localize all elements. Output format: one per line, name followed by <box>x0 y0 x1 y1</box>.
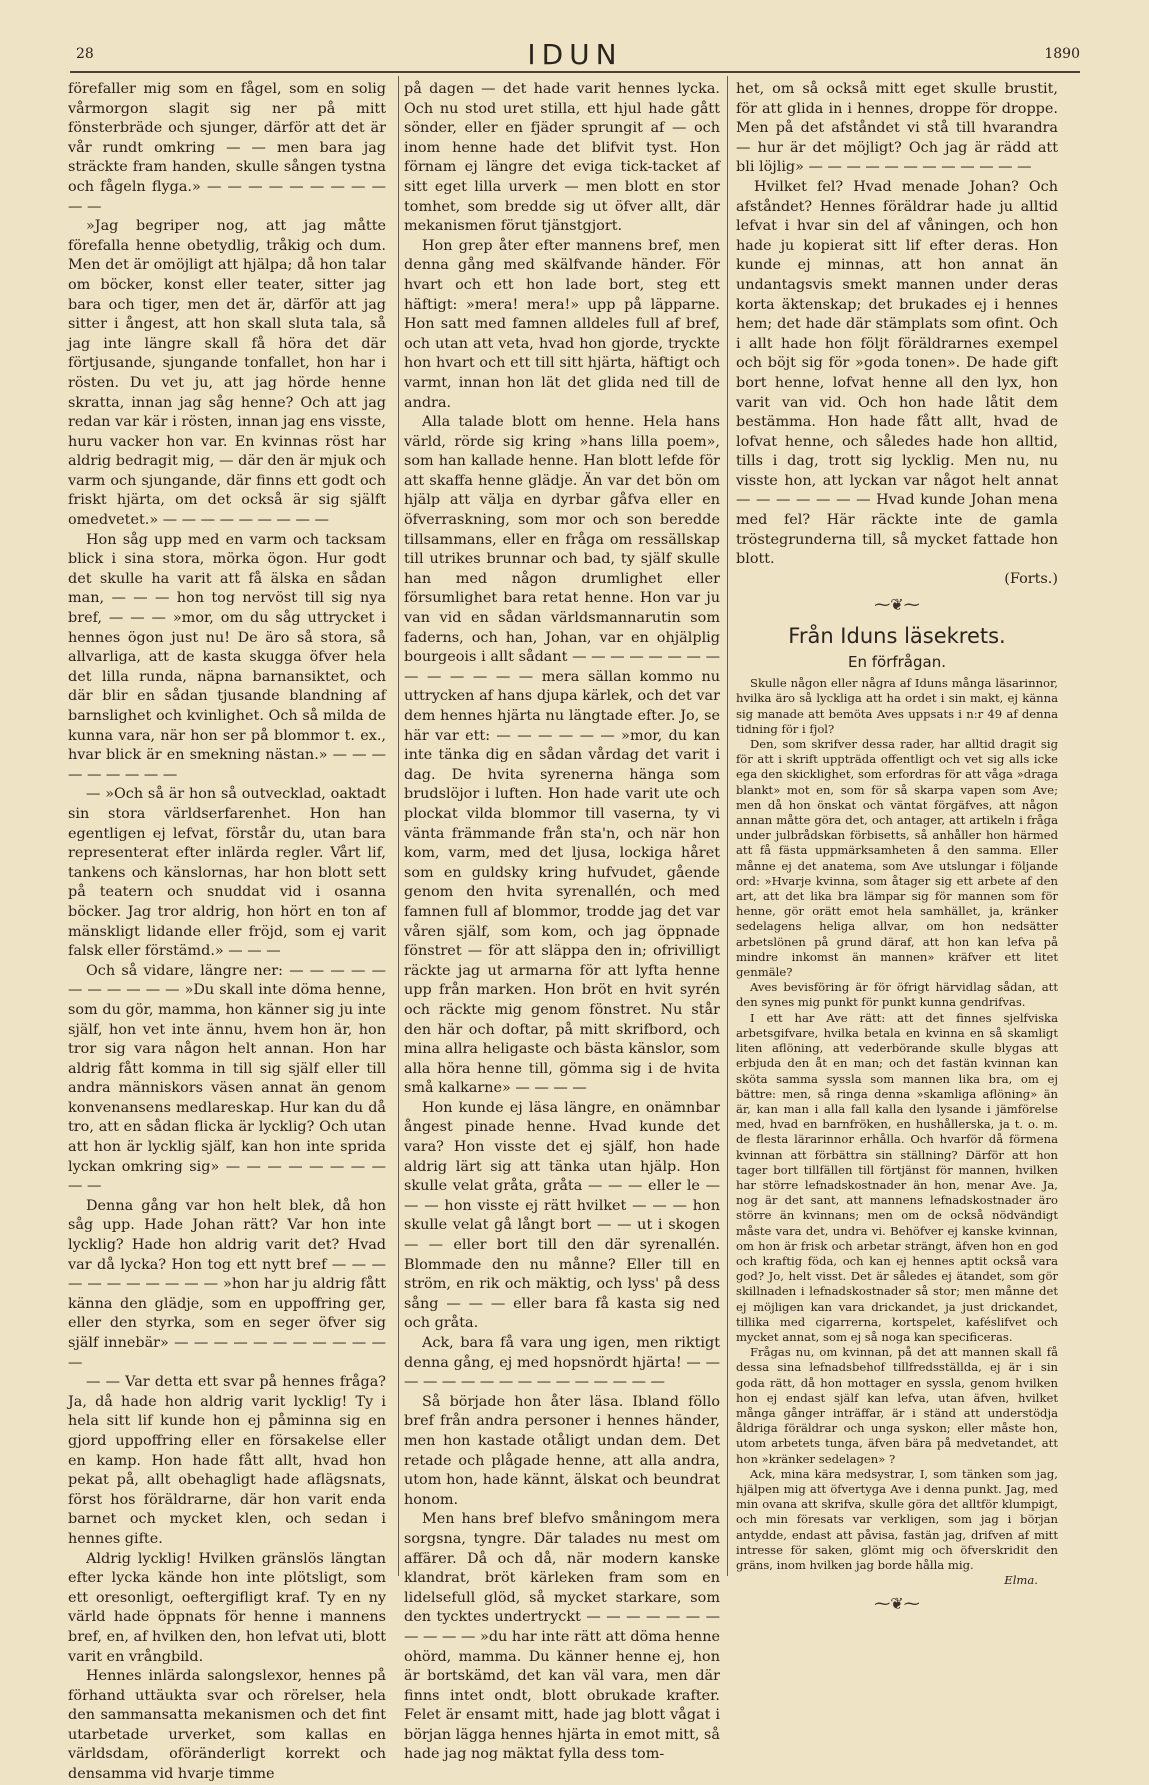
page-header <box>70 36 1080 70</box>
letter-paragraph: Aves bevisföring är för öfrigt härvidlag sådan, att den synes mig punkt för punkt kunna gendrifvas. <box>736 980 1058 1010</box>
column-divider <box>398 76 399 1576</box>
letter-paragraph: Den, som skrifver dessa rader, har alltid dragit sig för att i skrift uppträda offentligt och vet sig alls icke ega den skicklighet, som erfordras för att våga »draga blankt» mot en, som för så skarpa vapen som Ave; men då hon önskat och väntat förgäfves, att någon annan måtte göra det, och antager, att artikeln i fråga under julbrådskan förbisetts, så anhåller hon härmed att få fästa uppmärksamheten å den samma. Eller månne ej det anatema, som Ave utslungar i följande ord: »Hvarje kvinna, som åtager sig ett arbete af den art, att det lika bra lämpar sig för mannen som för henne, gör orätt emot hela samhället, ja, kränker sedelagens heliga allvar, om hon nedsätter arbetslönen på grund däraf, att hon kan lefva på mindre inkomst än mannen» kräfver ett litet genmäle? <box>736 737 1058 980</box>
article-paragraph: — »Och så är hon så outvecklad, oaktadt sin stora världserfarenhet. Hon han egentligen ej lefvat, förstår du, utan bara representerat efter inlärda regler. Vårt lif, tankens och känslornas, har hon blott sett på teatern och snuddat vid i osanna böcker. Jag tror aldrig, hon hört en ton af mänskligt lidande eller fröjd, som ej varit falsk eller förstämd.» — — — <box>68 786 386 960</box>
page-number: 28 <box>76 46 94 62</box>
article-paragraph: på dagen — det hade varit hennes lycka. Och nu stod uret stilla, ett hjul hade gått sönder, eller en fjäder sprungit af — och inom henne hade det blifvit tyst. Hon förnam ej längre det eviga tick-tacket af sitt eget lilla urverk — men blott en stor tomhet, som bredde sig ut öfver allt, där mekanismen förut tjänstgjort. <box>404 81 720 235</box>
column-divider <box>727 76 728 1576</box>
article-paragraph: Alla talade blott om henne. Hela hans värld, rörde sig kring »hans lilla poem», som han kallade henne. Han blott lefde för att skaffa henne glädje. Än var det bön om hjälp att välja en dyrbar gåfva eller en öfverraskning, som mor och son beredde tillsammans, eller en fråga om ressällskap till utrikes brunnar och bad, ty själf skulle han med någon drumlighet eller försumlighet bara retat henne. Hon var ju van vid en sådan världsmannarutin som faderns, och han, Johan, var en ohjälplig bourgeois i allt sådant — — — — — — — — — — — — — — mera sällan kommo nu uttrycken af hans djupa kärlek, och det var dem hennes hjärta nu längtade efter. Jo, se här var ett: — — — — — — »mor, du kan inte tänka dig en sådan vårdag det varit i dag. De hvita syrenerna hänga som brudslöjor i luften. Hon hade varit ute och plockat vilda blommor till vaserna, ty vi vänta främmande från sta'n, och när hon kom, varm, med det ljusa, lockiga håret som en guldsky kring hufvudet, gående genom den hvita syrenallén, och med famnen full af blommor, trodde jag det var våren själf, som kom, och jag öppnade fönstret — för att släppa den in; ofrivilligt räckte jag ut armarna för att lyfta henne upp från marken. Hon bröt en hvit syrén och räckte mig genom fönstret. Nu står den här och doftar, på mitt skrifbord, och mina allra heligaste och bästa känslor, som alla höra henne till, gömma sig i de hvita små kalkarne» — — — — <box>404 414 720 1097</box>
section-title: Från Iduns läsekrets. <box>788 624 1006 649</box>
letter-paragraph: I ett har Ave rätt: att det finnes sjelfviska arbetsgifvare, hvilka betala en kvinna en så skamligt liten aflöning, att vederbörande skulle blygas att erbjuda den åt en man; och det fastän kvinnan kan sköta samma syssla som mannen lika bra, om ej bättre: men, så ringa denna »skamliga aflöning» än är, kan man i alla fall kalla den lysande i jämförelse med, hvad en barnfröken, en hushållerska, ja t. o. m. de flesta lärarinnor erhålla. Och hvarför då förmena kvinnan att förbättra sin ställning? Därför att hon tager bort tillfällen till förtjänst för mannen, hvilken har större lefnadskostnader än hon, menar Ave. Ja, nog är det sant, att mannens lefnadskostnader äro större än kvinnans; men om de också nödvändigt måste vara det, undra vi. Behöfver ej kanske kvinnan, om hon är frisk och arbetar strängt, äfven hon en god och kraftig föda, och kan ej hennes aptit också vara god? Jo, helt visst. Det är således ej ätandet, som gör skillnaden i lefnadskostnader så stor; men månne det ej möjligen kan vara drickandet, ja just drickandet, tillika med cigarrerna, kortspelet, kaféslifvet och mycket annat, som ej så noga kan specificeras. <box>736 1010 1058 1344</box>
article-paragraph: Hon såg upp med en varm och tacksam blick i sina stora, mörka ögon. Hur godt det skulle ha varit att få älska en sådan man, — — — hon tog nervöst till sig nya bref, — — — »mor, om du såg uttrycket i hennes ögon just nu! De äro så stora, så allvarliga, att de kasta skugga öfver hela det lilla runda, näpna barnansiktet, och där blir en sådan tjusande blandning af barnslighet och kvinlighet. Och så milda de kunna vara, när hon ser på blommor t. ex., hvar blick är en smekning nästan.» — — — — — — — — — <box>68 531 386 783</box>
end-ornament: ⁓❦⁓ <box>874 1594 920 1614</box>
column-2 <box>404 80 720 1765</box>
article-paragraph: Hvilket fel? Hvad menade Johan? Och afståndet? Hennes föräldrar hade ju alltid lefvat i hvar sin del af våningen, och hon hade ju kopierat sitt lif efter deras. Hon kunde ej minnas, att hon annat än undantagsvis smekt mannen under deras korta äktenskap; det brukades ej i hennes hem; det hade där stämplats som ofint. Och i allt hade hon följt föräldrarnes exempel och böjt sig för »goda tonen». De hade gift bort henne, lofvat henne all den lyx, hon varit van vid. Och hon hade låtit dem bestämma. Hon hade fått allt, hvad de lofvat henne, och således hade hon alltid, tills i dag, trott sig lycklig. Men nu, nu visste hon, att lyckan var något helt annat — — — — — — — Hvad kunde Johan mena med fel? Här räckte inte de gamla tröstegrunderna till, så mycket fattade hon blott. <box>736 178 1058 568</box>
article-paragraph: Så började hon åter läsa. Ibland föllo bref från andra personer i hennes händer, men hon kastade otåligt undan dem. Det retade och plågade henne, att alla andra, utom hon, hade kännt, älskat och beundrat honom. <box>404 1393 720 1508</box>
article-paragraph: Men hans bref blefvo småningom mera sorgsna, tyngre. Där talades nu mest om affärer. Då och då, när modern kanske klandrat, bröt kärleken fram som en lidelsefull glöd, så mycket starkare, som den tycktes undertryckt — — — — — — — — — — — »du har inte rätt att döma henne ohörd, mamma. Du känner henne ej, hon är bortskämd, det kan väl vara, men där finns intet ondt, blott obrukade krafter. Felet är ensamt mitt, hade jag blott vågat i början lägga hennes hjärta in emot mitt, så hade jag nog mäktat fylla dess tom- <box>404 1511 720 1763</box>
article-paragraph: Hon grep åter efter mannens bref, men denna gång med skälfvande händer. För hvart och ett hon lade bort, steg ett häftigt: »mera! mera!» upp på läpparne. Hon satt med famnen alldeles full af bref, och utan att veta, hvad hon gjorde, tryckte hon hvart och ett till sitt hjärta, häftigt och varmt, innan hon lät det glida ned till de andra. <box>404 237 720 411</box>
letter-signature: Elma. <box>1004 1573 1038 1588</box>
section-subtitle: En förfrågan. <box>847 652 946 671</box>
reader-letter <box>736 676 1058 1588</box>
article-paragraph: Hon kunde ej läsa längre, en onämnbar ångest pinade henne. Hvad kunde det vara? Hon visste det ej själf, hon hade aldrig lärt sig att tänka utan hjälp. Hon skulle velat gråta, gråta — — — eller le — — — hon visste ej rätt hvilket — — — hon skulle velat gå långt bort — — ut i skogen — — eller bort till den där syrenallén. Blommade den nu månne? Eller till en ström, en rik och mäktig, och lyss' på dess sång — — — eller bara få kasta sig ned och gråta. <box>404 1099 720 1332</box>
article-paragraph: Och så vidare, längre ner: — — — — — — — — — — — »Du skall inte döma henne, som du gör, mamma, hon känner sig ju inte själf, hon vet inte ännu, hvem hon är, hon tror sig vara någon helt annan. Hon har aldrig fått komma in till sig själf eller till andra människors väsen annat än genom konvenansens medlareskap. Hur kan du då tro, att en sådan flicka är lycklig? Och utan att hon är lycklig själf, kan hon inte sprida lyckan omkring sig» — — — — — — — — — — <box>68 962 386 1195</box>
article-paragraph: het, om så också mitt eget skulle brustit, för att glida in i hennes, droppe för droppe. Men på det afståndet vi stå till hvarandra — hur är det möjligt? Och jag är rädd att bli löjlig» — — — — — — — — — — — — <box>736 81 1058 176</box>
header-rule <box>70 71 1080 73</box>
letter-paragraph: Skulle någon eller några af Iduns många läsarinnor, hvilka äro så lyckliga att ha ordet i sin makt, ej känna sig manade att bemöta Aves uppsats i n:r 49 af denna tidning för i fjol? <box>736 676 1058 736</box>
column-1 <box>68 80 386 1785</box>
letter-paragraph: Frågas nu, om kvinnan, på det att mannen skall få dessa sina lefnadsbehof tillfredsställda, ej är i sin goda rätt, då hon mottager en syssla, genom hvilken hon ej endast själf kan lefva, utan äfven, hvilket många gånger inträffar, är i ständ att understödja åldriga föräldrar och unga syskon; eller måste hon, utom arbetets tunga, äfven bära på medvetandet, att hon »kränker sedelagen» ? <box>736 1345 1058 1466</box>
article-paragraph: förefaller mig som en fågel, som en solig vårmorgon slagit sig ner på mitt fönsterbräde och sjunger, därför att det är vår rundt omkring — — men bara jag sträckte fram handen, skulle sången tystna och fågeln flyga.» — — — — — — — — — — — <box>68 81 386 215</box>
letter-paragraph: Ack, mina kära medsystrar, I, som tänken som jag, hjälpen mig att öfvertyga Ave i denna punkt. Jag, med min ovana att skrifva, skulle göra det alltför klumpigt, och min föresats var verkligen, som jag i början antydde, endast att påvisa, fastän jag, drifven af mitt intresse för saken, glömt mig och öfverskridit den gräns, inom hvilken jag borde hålla mig. <box>736 1466 1058 1572</box>
article-paragraph: »Jag begriper nog, att jag måtte förefalla henne obetydlig, tråkig och dum. Men det är omöjligt att hjälpa; då hon talar om böcker, konst eller teater, sitter jag bara och tiger, men det är, därför att jag sitter i ångest, att hon skall sluta tala, så jag inte längre skall få höra det där förtjusande, sjungande tonfallet, hon har i rösten. Du vet ju, att jag hörde henne skratta, innan jag såg henne? Och att jag redan var kär i rösten, innan jag ens visste, huru vacker hon var. En kvinnas röst har aldrig bedragit mig, — där den är mjuk och varm och sjungande, där finns ett godt och friskt hjärta, om det också är sig själft omedvetet.» — — — — — — — — — <box>68 218 386 529</box>
article-paragraph: — — Var detta ett svar på hennes fråga? Ja, då hade hon aldrig varit lycklig! Ty i hela sitt lif kunde hon ej påminna sig en gjord uppoffring eller en försakelse eller en kamp. Hon hade fått allt, hvad hon pekat på, allt obehagligt hade aflägsnats, först hos föräldrarne, där hon varit enda barnet och mycket klen, och sedan i hennes gifte. <box>68 1374 386 1547</box>
article-paragraph: Denna gång var hon helt blek, då hon såg upp. Hade Johan rätt? Var hon inte lycklig? Hade hon aldrig varit det? Hvad var då lycka? Hon tog ett nytt bref — — — — — — — — — — — »hon har ju aldrig fått känna den glädje, som en uppoffring ger, eller den styrka, som en seger öfver sig själf innebär» — — — — — — — — — — — — <box>68 1197 386 1371</box>
issue-year: 1890 <box>1044 46 1080 62</box>
article-paragraph: Ack, bara få vara ung igen, men riktigt denna gång, ej med hopsnördt hjärta! — — — — — — — — — — — — — — — — <box>404 1335 720 1391</box>
column-3 <box>736 80 1058 1620</box>
ornament-divider: ⁓❦⁓ <box>874 595 920 615</box>
article-paragraph: Hennes inlärda salongslexor, hennes på förhand uttäukta svar och rörelser, hela den sammansatta mekanismen och det fint utarbetade urverket, som kallas en världsdam, oföränderligt korrekt och densamma vid hvarje timme <box>68 1668 386 1783</box>
continued-note: (Forts.) <box>1004 570 1058 587</box>
masthead-title: IDUN <box>527 38 623 71</box>
article-paragraph: Aldrig lycklig! Hvilken gränslös längtan efter lycka kände hon inte plötsligt, som ett oresonligt, oeftergifligt kraf. Ty en ny värld hade öppnats för henne i mannens bref, en, af hvilken den, hon lefvat uti, blott varit en vrångbild. <box>68 1550 386 1665</box>
